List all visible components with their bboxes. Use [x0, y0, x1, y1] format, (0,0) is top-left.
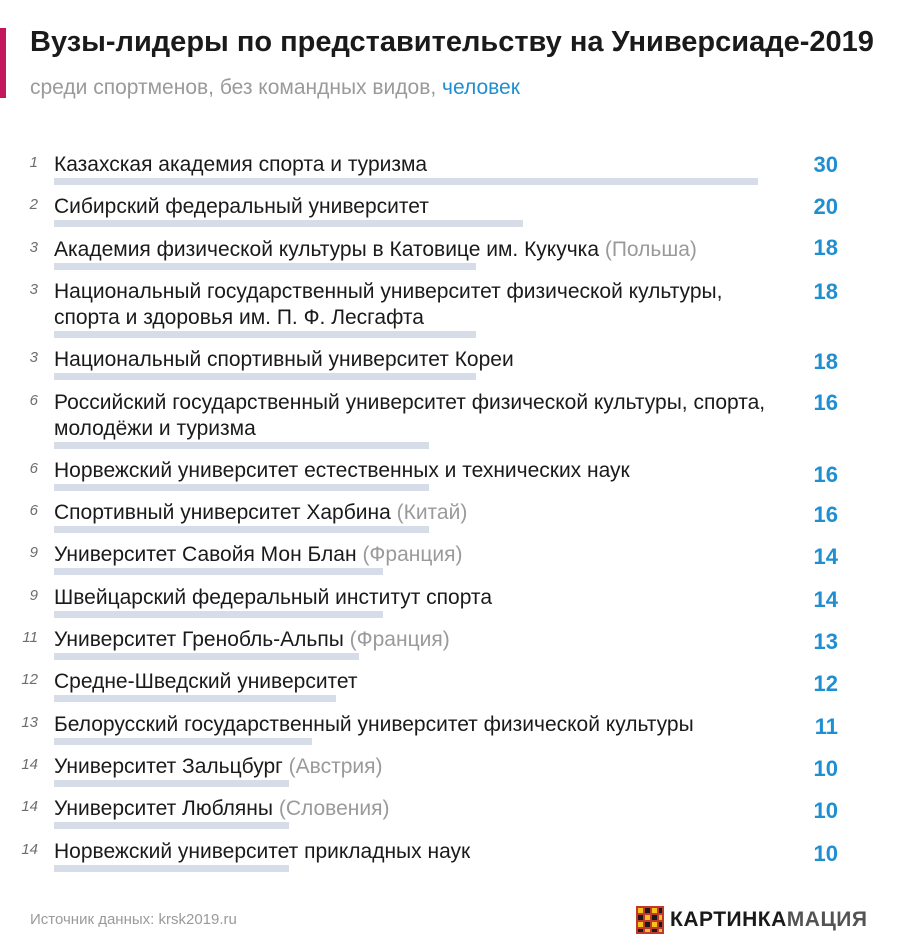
- bar: [54, 331, 476, 338]
- university-name: [54, 542, 774, 568]
- value-label: 18: [813, 234, 838, 260]
- bar: [54, 220, 523, 227]
- value-label: 16: [813, 389, 838, 415]
- university-name: [54, 458, 774, 484]
- value-label: 14: [813, 586, 838, 612]
- university-name: [54, 500, 774, 526]
- bar: [54, 484, 429, 491]
- rank-label: 9: [29, 586, 38, 604]
- chart-title: Вузы-лидеры по представительству на Универсиаде-2019: [30, 26, 874, 58]
- bar: [54, 178, 758, 185]
- rank-label: 14: [21, 840, 38, 858]
- university-name: [54, 279, 774, 331]
- value-label: 30: [813, 152, 838, 177]
- university-name-text: Швейцарский федеральный институт спорта: [54, 585, 492, 609]
- value-label: 16: [813, 461, 838, 487]
- rank-label: 2: [29, 196, 38, 214]
- university-name-text: Казахская академия спорта и туризма: [54, 153, 428, 176]
- university-name: [54, 754, 774, 780]
- value-label: 16: [813, 502, 838, 528]
- subtitle-text: среди спортменов, без командных видов,: [30, 76, 437, 99]
- value-label: 13: [813, 629, 838, 654]
- university-name-text: Университет Любляны: [54, 797, 273, 821]
- country-label: (Словения): [278, 797, 390, 821]
- brand-name-part1: КАРТИНКА: [670, 908, 787, 931]
- university-name-text: Академия физической культуры в Катовице им. Кукучка: [54, 237, 599, 261]
- bar: [54, 442, 429, 449]
- rank-label: 6: [29, 502, 38, 520]
- film-grid-logo-icon: [636, 906, 664, 934]
- subtitle-unit: человек: [442, 76, 520, 99]
- value-label: 10: [813, 798, 838, 824]
- bar: [54, 865, 289, 872]
- bar: [54, 611, 383, 618]
- value-label: 11: [814, 713, 838, 739]
- rank-label: 6: [29, 391, 38, 409]
- university-name: [54, 669, 774, 695]
- bar: [54, 653, 359, 660]
- university-name: [54, 712, 774, 738]
- university-name: [54, 839, 774, 865]
- university-name: [54, 194, 774, 220]
- university-name-text: Сибирский федеральный университет: [54, 195, 429, 219]
- bar: [54, 695, 336, 702]
- brand-logo: [636, 906, 867, 934]
- country-label: (Австрия): [288, 754, 383, 778]
- rank-label: 14: [21, 798, 38, 816]
- rank-label: 11: [22, 629, 38, 646]
- university-name-text: Белорусский государственный университет физической культуры: [54, 712, 694, 736]
- rank-label: 6: [29, 459, 38, 477]
- bar: [54, 738, 312, 745]
- value-label: 14: [813, 544, 838, 570]
- rank-label: 3: [29, 349, 38, 367]
- university-name-text: Норвежский университет естественных и технических наук: [54, 458, 630, 482]
- university-name-text: Норвежский университет прикладных наук: [54, 839, 471, 863]
- bar: [54, 568, 383, 575]
- value-label: 20: [813, 194, 838, 220]
- value-label: 10: [813, 755, 838, 781]
- university-name-text: Университет Зальцбург: [54, 754, 283, 778]
- university-name-text: Университет Савойя Мон Блан: [54, 543, 357, 567]
- university-name-text: Национальный государственный университет физической культуры, спорта и здоровья им. П. Ф. Лесгафта: [54, 279, 723, 329]
- bar: [54, 822, 289, 829]
- university-name: [54, 627, 774, 653]
- brand-name-part2: МАЦИЯ: [786, 908, 868, 931]
- university-name-text: Российский государственный университет физической культуры, спорта, молодёжи и туризма: [54, 390, 766, 440]
- university-name: [54, 347, 774, 373]
- university-name: [54, 390, 774, 442]
- country-label: (Франция): [362, 543, 463, 567]
- value-label: 12: [813, 671, 838, 697]
- country-label: (Франция): [349, 628, 450, 651]
- university-name: [54, 152, 774, 178]
- value-label: 10: [813, 840, 838, 866]
- university-name-text: Национальный спортивный университет Кореи: [54, 348, 514, 372]
- university-name-text: Университет Гренобль-Альпы: [54, 628, 344, 651]
- value-label: 18: [813, 278, 838, 304]
- university-name: [54, 585, 774, 611]
- rank-label: 9: [29, 544, 38, 562]
- bar: [54, 526, 429, 533]
- source-note: Источник данных: krsk2019.ru: [30, 911, 237, 928]
- bar: [54, 780, 289, 787]
- country-label: (Польша): [604, 237, 697, 261]
- rank-label: 13: [21, 713, 38, 731]
- university-name-text: Средне-Шведский университет: [54, 670, 358, 694]
- university-name: [54, 796, 774, 822]
- country-label: (Китай): [396, 501, 468, 525]
- rank-label: 3: [29, 280, 38, 298]
- rank-label: 1: [29, 154, 38, 171]
- bar: [54, 263, 476, 270]
- value-label: 18: [813, 349, 838, 375]
- bar: [54, 373, 476, 380]
- rank-label: 12: [21, 671, 38, 689]
- university-name-text: Спортивный университет Харбина: [54, 501, 391, 525]
- university-name: [54, 237, 774, 263]
- rank-label: 14: [21, 755, 38, 773]
- rank-label: 3: [29, 238, 38, 256]
